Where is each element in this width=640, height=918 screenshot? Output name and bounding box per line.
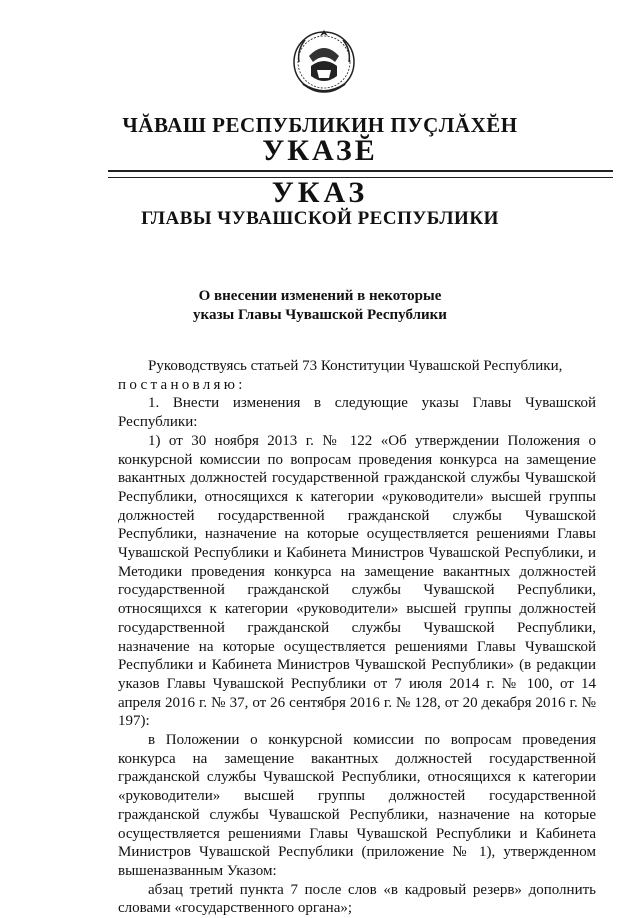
paragraph-decree-word: постановляю:	[118, 376, 246, 393]
russian-header-line2: ГЛАВЫ ЧУВАШСКОЙ РЕСПУБЛИКИ	[141, 208, 499, 229]
chuvash-header-line2: УКАЗĔ	[262, 134, 378, 167]
document-subject	[0, 287, 640, 325]
document-body	[118, 357, 596, 918]
paragraph-item-1: 1. Внести изменения в следующие указы Главы Чувашской Республики:	[118, 395, 596, 431]
subject-line1: О внесении изменений в некоторые	[198, 288, 442, 304]
paragraph-subitem-1: 1) от 30 ноября 2013 г. № 122 «Об утверждении Положения о конкурсной комиссии по вопросам проведения конкурса на замещение вакантных должностей государственной гражданской службы Чувашской Республики, относящихся к категории «руководители» высшей группы должностей государственной гражданской службы Чувашской Республики, назначение на которые осуществляется решениями Главы Чувашской Республики и Кабинета Министров Чувашской Республики, и Методики проведения конкурса на замещение вакантных должностей государственной гражданской службы Чувашской Республики, относящихся к категории «руководители» высшей группы должностей государственной гражданской службы Чувашской Республики, назначение на которые осуществляется решениями Главы Чувашской Республики и Кабинета Министров Чувашской Республики» (в редакции указов Главы Чувашской Республики от 7 июля 2014 г. № 100, от 14 апреля 2016 г. № 37, от 26 сентября 2016 г. № 128, от 20 декабря 2016 г. № 197):	[118, 432, 596, 730]
subject-line2: указы Главы Чувашской Республики	[193, 307, 447, 323]
paragraph-regulation: в Положении о конкурсной комиссии по вопросам проведения конкурса на замещение вакантных должностей государственной гражданской службы Чувашской Республики, относящихся к категории «руководители» высшей группы должностей государственной гражданской службы Чувашской Республики, назначение на которые осуществляется решениями Главы Чувашской Республики и Кабинета Министров Чувашской Республики (приложение № 1), утвержденном вышеназванным Указом:	[118, 732, 596, 879]
chuvash-header-line1: ЧĂВАШ РЕСПУБЛИКИН ПУÇЛĂХĔН	[122, 113, 518, 137]
paragraph-amendment: абзац третий пункта 7 после слов «в кадровый резерв» дополнить словами «государственного органа»;	[118, 881, 596, 917]
paragraph-preamble: Руководствуясь статьей 73 Конституции Чувашской Республики,	[148, 358, 563, 374]
russian-header-line1: УКАЗ	[271, 176, 369, 209]
coat-of-arms-emblem	[291, 26, 357, 96]
